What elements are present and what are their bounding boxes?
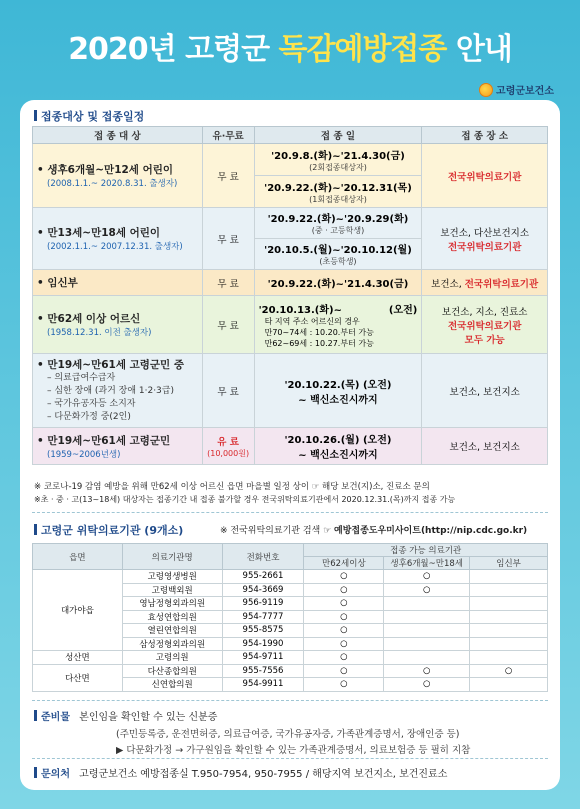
target-birth: (1959~2006년생)	[47, 449, 121, 460]
place-cell	[422, 296, 548, 354]
logo-emblem-icon	[479, 83, 493, 97]
clinic-name: 삼성정형외과의원	[122, 637, 222, 651]
table-row	[33, 428, 548, 465]
clinics-section-title: 고령군 위탁의료기관 (9개소)	[34, 522, 183, 538]
place-text-red: 전국위탁의료기관	[447, 241, 522, 253]
mark-senior: ○	[304, 664, 384, 678]
col-group: 접종 가능 의료기관	[304, 544, 548, 557]
mark-child: ○	[384, 664, 470, 678]
schedule-note: ※ 코로나-19 감염 예방을 위해 만62세 이상 어르신 읍면 마을별 일정 상이 ☞ 해당 보건(지)소, 진료소 문의	[34, 482, 430, 492]
health-center-logo	[479, 82, 554, 97]
divider	[32, 700, 548, 701]
mark-pregnant	[470, 624, 548, 638]
date-range: '20.9.8.(화)~'21.4.30(금)	[271, 150, 405, 162]
date-cell	[254, 208, 422, 239]
date-range: '20.9.22.(화)~'20.9.29(화)	[267, 214, 409, 225]
mark-pregnant	[470, 637, 548, 651]
place-cell: 보건소, 보건지소	[422, 354, 548, 428]
mark-senior: ○	[304, 651, 384, 665]
prep-line	[34, 708, 217, 723]
target-birth: (1958.12.31. 이전 출생자)	[47, 328, 152, 338]
mark-pregnant	[470, 597, 548, 611]
target-name: • 만19세~만61세 고령군민 중	[37, 357, 198, 372]
clinic-name: 고령백외원	[122, 583, 222, 597]
date-note: (1회접종대상자)	[309, 194, 367, 204]
target-birth: (2002.1.1.~ 2007.12.31. 출생자)	[47, 242, 183, 252]
date-cell	[254, 354, 422, 428]
fee-cell: 무 료	[202, 270, 254, 296]
clinic-name: 영남정형외과의원	[122, 597, 222, 611]
schedule-table	[32, 126, 548, 465]
clinic-phone: 954-9911	[222, 678, 304, 692]
title-prefix: 2020년 고령군	[68, 32, 279, 67]
fee-cell: 무 료	[202, 354, 254, 428]
target-cell	[33, 144, 203, 208]
title-suffix: 안내	[446, 32, 512, 67]
target-cell: • 만19세~만61세 고령군민 중 – 의료급여수급자 – 심한 장애 (과거 장애 1·2·3급) – 국가유공자등 소지자 – 다문화가정 중(2인)	[33, 354, 203, 428]
date-cell	[254, 239, 422, 270]
place-text: 보건소,	[431, 278, 465, 290]
fee-cell: 무 료	[202, 144, 254, 208]
mark-senior: ○	[304, 570, 384, 584]
contact-label: 문의처	[34, 769, 70, 780]
table-row	[33, 270, 548, 296]
date-cell	[254, 144, 422, 176]
poster-title	[0, 24, 580, 68]
mark-child: ○	[384, 570, 470, 584]
schedule-note: ※초 · 중 · 고(13~18세) 대상자는 접종기간 내 접종 불가할 경우 전국위탁의료기관에서 2020.12.31.(목)까지 접종 가능	[34, 495, 456, 504]
target-item: 심한 장애 (과거 장애 1·2·3급)	[54, 386, 174, 396]
clinic-name: 효성연합의원	[122, 610, 222, 624]
clinics-search-note	[220, 523, 527, 536]
date-cell	[254, 428, 422, 465]
target-birth: (2008.1.1.~ 2020.8.31. 출생자)	[47, 179, 178, 189]
clinic-phone: 954-3669	[222, 583, 304, 597]
target-item: 의료급여수급자	[54, 373, 116, 383]
col-senior: 만62세이상	[304, 557, 384, 570]
clinic-name: 고령의원	[122, 651, 222, 665]
place-cell: 전국위탁의료기관	[422, 144, 548, 208]
mark-pregnant: ○	[470, 664, 548, 678]
date-cell	[254, 296, 422, 354]
prep-label: 준비물	[34, 712, 70, 723]
date-time: (오전)	[388, 304, 418, 316]
col-place: 접 종 장 소	[422, 127, 548, 144]
mark-child: ○	[384, 583, 470, 597]
place-text-red: 모두 가능	[464, 334, 505, 346]
logo-text: 고령군보건소	[496, 86, 554, 97]
col-date: 접 종 일	[254, 127, 422, 144]
prep-sub: (주민등록증, 운전면허증, 의료급여증, 국가유공자증, 가족관계증명서, 장애인증 등)	[116, 729, 460, 740]
date-note: (중 · 고등학생)	[311, 226, 365, 235]
clinic-phone: 955-8575	[222, 624, 304, 638]
clinic-phone: 956-9119	[222, 597, 304, 611]
place-cell	[422, 270, 548, 296]
clinic-phone: 954-7777	[222, 610, 304, 624]
mark-senior: ○	[304, 678, 384, 692]
search-site: 예방접종도우미사이트(http://nip.cdc.go.kr)	[334, 526, 528, 536]
mark-child	[384, 610, 470, 624]
clinics-table	[32, 543, 548, 692]
place-text: 보건소, 지소, 진료소	[441, 306, 528, 318]
clinic-name: 다산종합의원	[122, 664, 222, 678]
target-name: • 만19세~만61세 고령군민	[37, 433, 198, 448]
table-row	[33, 651, 548, 665]
table-row	[33, 354, 548, 428]
date-cell	[254, 176, 422, 208]
place-cell	[422, 208, 548, 270]
col-child: 생후6개월~만18세	[384, 557, 470, 570]
content-card	[20, 100, 560, 790]
date-range: '20.10.22.(목) (오전)	[284, 379, 392, 391]
table-row	[33, 664, 548, 678]
fee-paid: 유 료	[217, 436, 239, 448]
date-note: (2회접종대상자)	[309, 162, 367, 172]
title-flu: 독감	[278, 32, 335, 67]
col-name: 의료기관명	[122, 544, 222, 570]
target-cell	[33, 428, 203, 465]
fee-cell: 무 료	[202, 296, 254, 354]
mark-pregnant	[470, 610, 548, 624]
date-end: ~ 백신소진시까지	[298, 450, 378, 461]
title-main: 예방접종	[334, 32, 447, 67]
divider	[32, 512, 548, 513]
date-note: (초등학생)	[319, 257, 357, 266]
col-fee: 유·무료	[202, 127, 254, 144]
target-name: • 생후6개월~만12세 어린이	[37, 162, 198, 177]
schedule-header-row	[33, 127, 548, 144]
col-region: 읍면	[33, 544, 123, 570]
target-cell	[33, 208, 203, 270]
region-cell: 대가야읍	[33, 570, 123, 651]
clinic-name: 열린연합의원	[122, 624, 222, 638]
clinic-phone: 954-1990	[222, 637, 304, 651]
target-item: 국가유공자등 소지자	[54, 399, 136, 409]
mark-child: ○	[384, 678, 470, 692]
schedule-section-title: 접종대상 및 접종일정	[34, 108, 144, 124]
place-cell: 보건소, 보건지소	[422, 428, 548, 465]
clinic-name: 신연합의원	[122, 678, 222, 692]
mark-pregnant	[470, 678, 548, 692]
clinic-phone: 955-7556	[222, 664, 304, 678]
col-target: 접 종 대 상	[33, 127, 203, 144]
fee-cell	[202, 428, 254, 465]
search-note-text: ※ 전국위탁의료기관 검색 ☞	[220, 526, 334, 536]
place-text-red: 전국위탁의료기관	[447, 320, 522, 332]
mark-pregnant	[470, 583, 548, 597]
date-note: 타 지역 주소 어르신의 경우	[264, 316, 360, 326]
fee-cell: 무 료	[202, 208, 254, 270]
date-note: 만70~74세 : 10.20.부터 가능	[264, 327, 374, 337]
mark-pregnant	[470, 570, 548, 584]
date-range: '20.9.22.(화)~'20.12.31(목)	[264, 182, 412, 194]
mark-senior: ○	[304, 637, 384, 651]
place-text-red: 전국위탁의료기관	[464, 278, 539, 290]
mark-pregnant	[470, 651, 548, 665]
target-cell	[33, 270, 203, 296]
mark-senior: ○	[304, 583, 384, 597]
fee-amount: (10,000원)	[207, 448, 250, 458]
divider	[32, 758, 548, 759]
mark-senior: ○	[304, 597, 384, 611]
clinic-phone: 954-9711	[222, 651, 304, 665]
contact-line	[34, 765, 447, 780]
mark-senior: ○	[304, 624, 384, 638]
date-range: '20.9.22.(화)~'21.4.30(금)	[254, 270, 422, 296]
target-name: • 임신부	[37, 275, 198, 290]
clinics-header-row	[33, 544, 548, 557]
target-name: • 만13세~만18세 어린이	[37, 225, 198, 240]
table-row	[33, 570, 548, 584]
date-range: '20.10.13.(화)~	[258, 304, 342, 316]
mark-senior: ○	[304, 610, 384, 624]
clinic-name: 고령영생병원	[122, 570, 222, 584]
mark-child	[384, 624, 470, 638]
place-text: 보건소, 다산보건지소	[440, 227, 529, 239]
date-end: ~ 백신소진시까지	[298, 394, 378, 406]
date-note: 만62~69세 : 10.27.부터 가능	[264, 338, 374, 348]
target-name: • 만62세 이상 어르신	[37, 311, 198, 326]
prep-text: 본인임을 확인할 수 있는 신분증	[79, 712, 218, 723]
target-cell	[33, 296, 203, 354]
table-row	[33, 296, 548, 354]
mark-child	[384, 637, 470, 651]
region-cell: 성산면	[33, 651, 123, 665]
region-cell: 다산면	[33, 664, 123, 691]
col-pregnant: 임신부	[470, 557, 548, 570]
contact-text: 고령군보건소 예방접종실 T.950-7954, 950-7955 / 해당지역 보건지소, 보건진료소	[79, 769, 448, 780]
target-item: 다문화가정 중(2인)	[54, 412, 131, 422]
date-range: '20.10.26.(월) (오전)	[284, 435, 392, 446]
date-range: '20.10.5.(월)~'20.10.12(월)	[264, 245, 412, 256]
mark-child	[384, 651, 470, 665]
table-row	[33, 144, 548, 176]
table-row	[33, 208, 548, 239]
mark-child	[384, 597, 470, 611]
col-phone: 전화번호	[222, 544, 304, 570]
prep-sub: ▶ 다문화가정 → 가구원임을 확인할 수 있는 가족관계증명서, 의료보험증 등 필히 지참	[116, 745, 471, 756]
clinic-phone: 955-2661	[222, 570, 304, 584]
